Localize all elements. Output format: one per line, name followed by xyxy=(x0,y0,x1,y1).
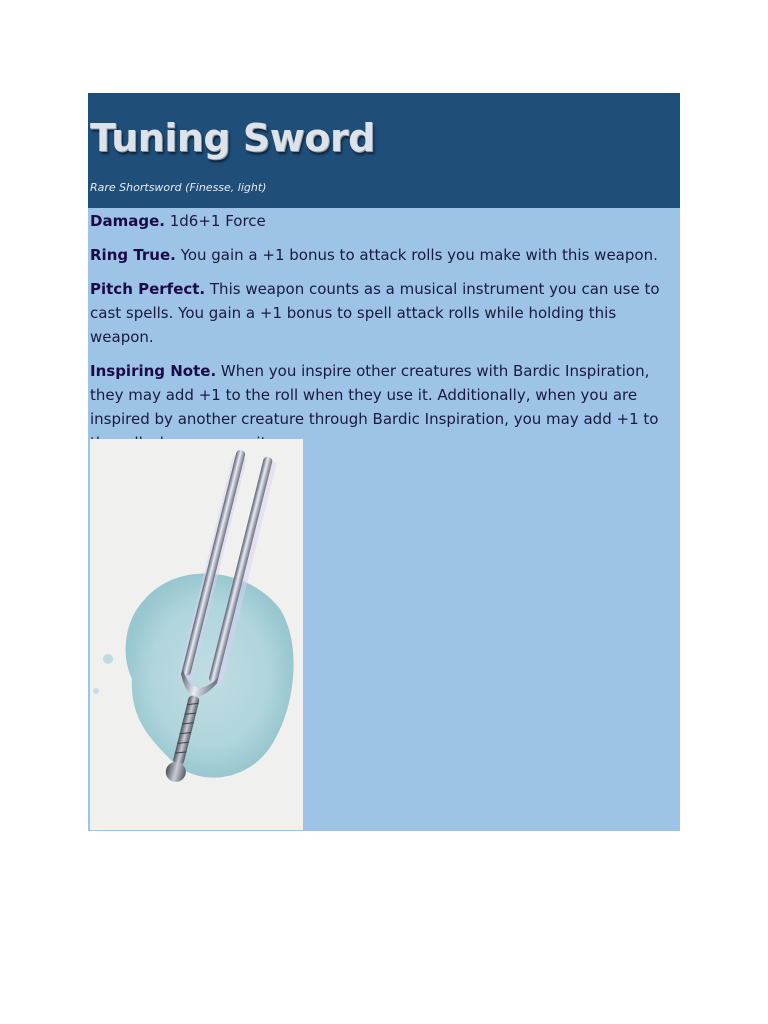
item-properties xyxy=(90,209,676,465)
tuning-fork-sword-icon xyxy=(90,439,303,830)
item-card xyxy=(88,93,680,831)
property-text: When you inspire other creatures with Bardic Inspiration, they may add +1 to the roll when they use it. Additionally, when you are inspired by another creature through Bardic Inspiration, you may add +1 to xyxy=(90,362,659,428)
property-text: This weapon counts as a musical instrument you can use to cast spells. You gain a +1 bonus to spell attack rolls while holding this weapon. xyxy=(90,280,660,346)
property-name: Inspiring Note. xyxy=(90,362,217,380)
property-damage xyxy=(90,209,676,233)
item-header xyxy=(88,93,680,208)
property-name: Pitch Perfect. xyxy=(90,280,206,298)
item-title: Tuning Sword xyxy=(90,116,375,160)
property-text: 1d6+1 Force xyxy=(164,212,266,230)
property-text: You gain a +1 bonus to attack rolls you make with this weapon. xyxy=(175,246,658,264)
tuning-sword-illustration xyxy=(90,439,303,830)
property-ring-true xyxy=(90,243,676,267)
property-name: Ring True. xyxy=(90,246,176,264)
item-subtitle: Rare Shortsword (Finesse, light) xyxy=(90,181,267,194)
property-pitch-perfect xyxy=(90,277,676,349)
property-name: Damage. xyxy=(90,212,165,230)
